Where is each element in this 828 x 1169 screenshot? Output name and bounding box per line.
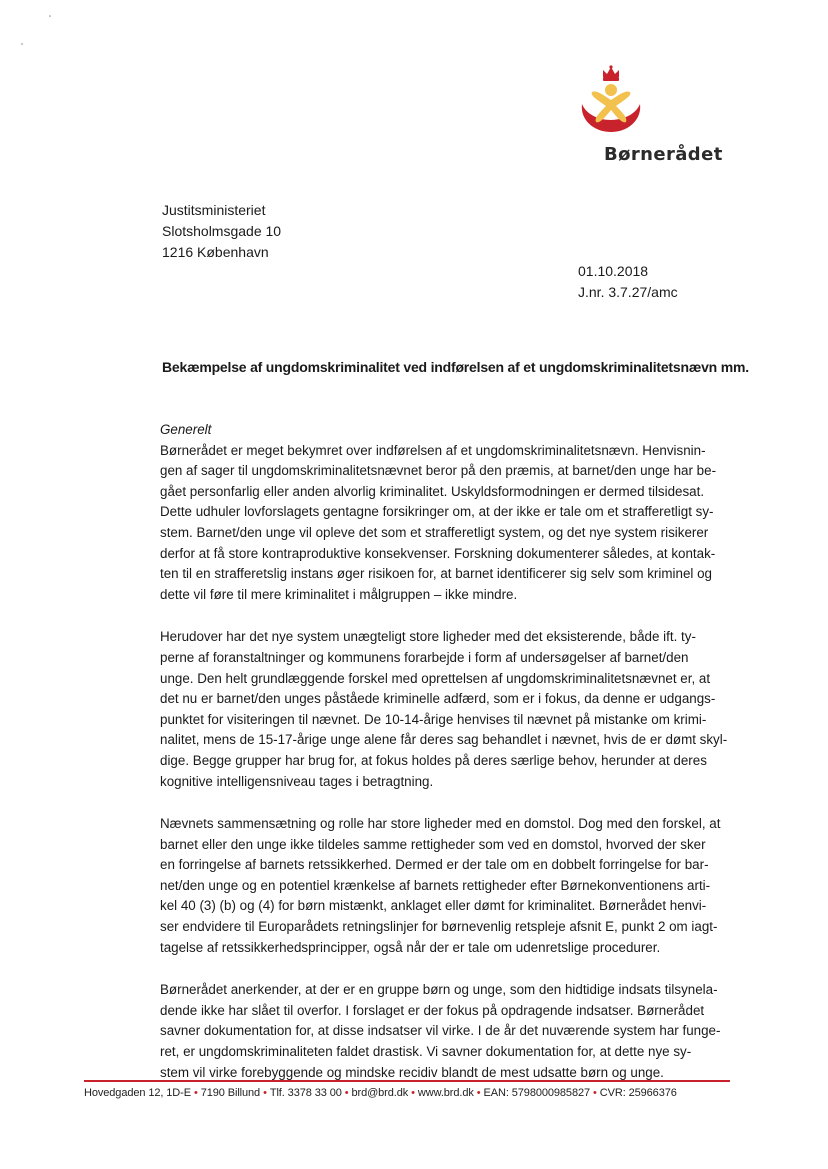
crown-child-logo-icon (576, 64, 646, 136)
paragraph (160, 980, 732, 1083)
bullet-icon: • (344, 1087, 349, 1099)
paragraph-line: det nu er barnet/den unges påståede kriminelle adfærd, som er i fokus, da denne er udgangs- (160, 691, 716, 707)
paragraph-line: stem vil virke forebyggende og mindske recidiv blandt de mest udsatte børn og unge. (160, 1064, 664, 1080)
paragraph (160, 814, 732, 958)
paragraph-line: kel 40 (3) (b) og (4) for børn mistænkt, anklaget eller dømt for kriminalitet. Børnerådet henvi- (160, 898, 707, 914)
footer-email[interactable]: brd@brd.dk (351, 1087, 409, 1099)
paragraph-line: Børnerådet er meget bekymret over indførelsen af et ungdomskriminalitetsnævn. Henvisnin- (160, 442, 706, 458)
paragraph-line: ser endvidere til Europarådets retningslinjer for børnevenlig retspleje afsnit E, punkt 2 om iagt- (160, 919, 718, 935)
paragraph-line: unge. Den helt grundlæggende forskel med oprettelsen af ungdomskriminalitetsnævnet er, at (160, 670, 711, 686)
footer-cvr: CVR: 25966376 (599, 1087, 677, 1099)
paragraph-line: dette vil føre til mere kriminalitet i målgruppen – ikke mindre. (160, 586, 518, 602)
paragraph-line: Børnerådet anerkender, at der er en gruppe børn og unge, som den hidtidige indsats tilsynela- (160, 982, 718, 998)
paragraph-line: en forringelse af barnets retssikkerhed. Dermed er der tale om en dobbelt forringelse for bar- (160, 857, 709, 873)
paragraph-line: barnet eller den unge ikke tildeles samme rettigheder som ved en domstol, hvorved der sker (160, 836, 706, 852)
letter-heading: Bekæmpelse af ungdomskriminalitet ved indførelsen af et ungdomskriminalitetsnævn mm. (162, 359, 749, 375)
journal-number: J.nr. 3.7.27/amc (578, 284, 678, 300)
section-title: Generelt (160, 422, 212, 437)
scan-specks (20, 10, 60, 50)
paragraph-line: derfor at få store kontraproduktive konsekvenser. Forskning dokumenterer således, at kontak- (160, 545, 716, 561)
paragraph-line: net/den unge og en potentiel krænkelse af barnets rettigheder efter Børnekonventionens arti- (160, 877, 711, 893)
footer-divider (84, 1080, 730, 1082)
recipient-line: 1216 København (162, 244, 269, 260)
letter-body (160, 420, 732, 1105)
paragraph-line: Herudover har det nye system unægteligt store ligheder med det eksisterende, både ift. ty- (160, 629, 696, 645)
bullet-icon: • (411, 1087, 415, 1099)
paragraph-line: kognitive intelligensniveau tages i betragtning. (160, 773, 434, 789)
paragraph-line: gået personfarlig eller anden alvorlig kriminalitet. Uskyldsformodningen er dermed tilsidesat. (160, 483, 705, 499)
footer-ean: EAN: 5798000985827 (483, 1087, 590, 1099)
letter-meta (578, 261, 678, 303)
footer-contact (84, 1087, 677, 1099)
paragraph-line: ten til en strafferetslig instans øger risikoen for, at barnet identificerer sig selv som kriminel og (160, 566, 712, 582)
paragraph-line: nalitet, mens de 15-17-årige unge alene får deres sag behandlet i nævnet, hvis de er dømt skyl- (160, 732, 728, 748)
footer-phone: Tlf. 3378 33 00 (269, 1087, 342, 1099)
recipient-address (162, 200, 281, 263)
brand-name: Børnerådet (604, 144, 723, 165)
paragraph-line: Dette udhuler lovforslagets gentagne forsikringer om, at der ikke er tale om et strafferetligt sy- (160, 504, 714, 520)
bullet-icon: • (193, 1087, 198, 1099)
paragraph-line: Nævnets sammensætning og rolle har store ligheder med en domstol. Dog med den forskel, at (160, 816, 721, 832)
letter-date: 01.10.2018 (578, 263, 649, 279)
bullet-icon: • (263, 1087, 267, 1099)
paragraph (160, 627, 732, 792)
footer-website[interactable]: www.brd.dk (417, 1087, 474, 1099)
footer-address: Hovedgaden 12, 1D-E (84, 1087, 191, 1099)
paragraph-line: dende ikke har slået til overfor. I forslaget er der fokus på opdragende indsatser. Børnerådet (160, 1002, 705, 1018)
bullet-icon: • (593, 1087, 597, 1099)
bullet-icon: • (476, 1087, 481, 1099)
paragraph-line: stem. Barnet/den unge vil opleve det som et strafferetligt system, og det nye system risikerer (160, 524, 709, 540)
paragraph-line: gen af sager til ungdomskriminalitetsnævnet beror på den præmis, at barnet/den unge har be- (160, 463, 717, 479)
paragraph-line: punktet for visiteringen til nævnet. De 10-14-årige henvises til nævnet på mistanke om krimi- (160, 711, 707, 727)
paragraph (160, 441, 732, 606)
recipient-line: Justitsministeriet (162, 202, 266, 218)
paragraph-line: perne af foranstaltninger og kommunens forarbejde i form af undersøgelser af barnet/den (160, 649, 689, 665)
recipient-line: Slotsholmsgade 10 (162, 223, 282, 239)
paragraph-line: savner dokumentation for, at disse indsatser vil virke. I de år det nuværende system har funge- (160, 1023, 721, 1039)
paragraph-line: dige. Begge grupper har brug for, at fokus holdes på deres særlige behov, herunder at deres (160, 752, 707, 768)
footer-city: 7190 Billund (200, 1087, 261, 1099)
paragraph-line: tagelse af retssikkerhedsprincipper, også når der er tale om udenretslige procedurer. (160, 939, 661, 955)
paragraph-line: ret, er ungdomskriminaliteten faldet drastisk. Vi savner dokumentation for, at dette nye sy- (160, 1044, 692, 1060)
